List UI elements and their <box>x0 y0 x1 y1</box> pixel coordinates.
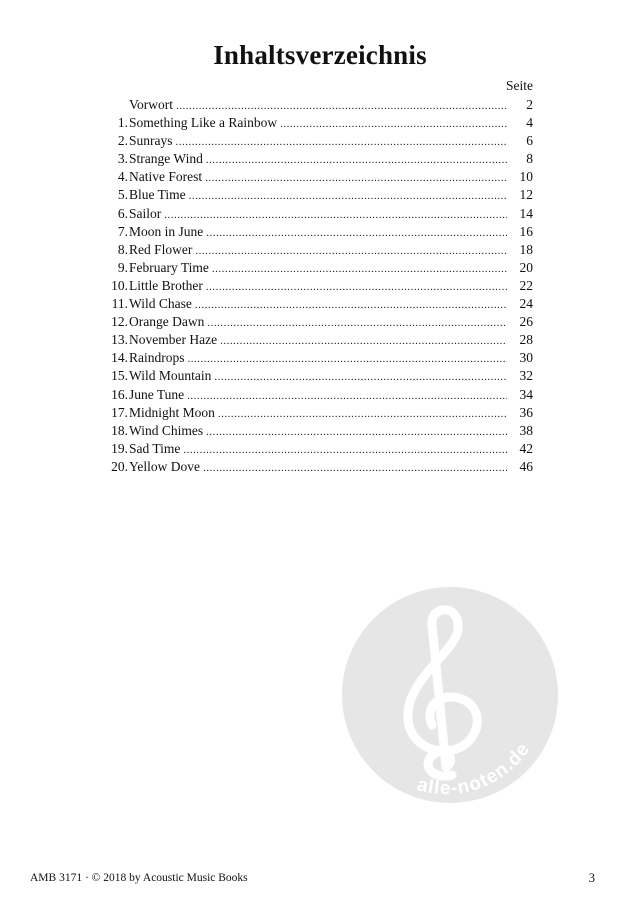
toc-entry <box>100 150 533 168</box>
toc-entry-number: 6. <box>117 205 128 221</box>
toc-entry-number: 7. <box>117 223 128 239</box>
toc-entry-number: 3. <box>117 151 128 167</box>
toc-entry-number: 8. <box>117 241 128 257</box>
toc-entry-page: 16 <box>519 223 533 239</box>
toc-entry-number: 5. <box>117 187 128 203</box>
toc-entry-title: June Tune <box>129 386 185 402</box>
toc-leader-dots <box>205 169 507 187</box>
toc-entry-number: 1. <box>117 115 128 131</box>
toc-leader-dots <box>195 242 507 260</box>
watermark-text: alle-noten.de <box>414 738 535 800</box>
toc-entry-title: February Time <box>129 259 209 275</box>
toc-leader-dots <box>206 278 507 296</box>
toc-leader-dots <box>280 115 507 133</box>
toc-entry-number: 19. <box>111 440 128 456</box>
toc-entry <box>100 422 533 440</box>
page-number: 3 <box>588 871 595 885</box>
toc-entry-page: 22 <box>519 277 533 293</box>
toc-entry-title: Something Like a Rainbow <box>129 115 278 131</box>
toc-entry-title: Sunrays <box>129 133 173 149</box>
toc-entry-page: 46 <box>519 458 533 474</box>
toc-entry-number: 9. <box>117 259 128 275</box>
toc-entry-page: 8 <box>526 151 533 167</box>
toc-entry-page: 42 <box>519 440 533 456</box>
toc-entry-title: Native Forest <box>129 169 203 185</box>
page-column-header: Seite <box>506 78 533 93</box>
toc-entry-number: 4. <box>117 169 128 185</box>
toc-entry-page: 36 <box>519 404 533 420</box>
toc-entry-title: Orange Dawn <box>129 314 205 330</box>
toc-leader-dots <box>212 260 507 278</box>
toc-entry-page: 34 <box>519 386 533 402</box>
toc-entry <box>100 367 533 385</box>
toc-entry-title: Little Brother <box>129 277 203 293</box>
toc-entry-page: 30 <box>519 350 533 366</box>
toc-entry <box>100 349 533 367</box>
toc-entry <box>100 404 533 422</box>
toc-entry-page: 10 <box>519 169 533 185</box>
toc-leader-dots <box>176 97 507 115</box>
watermark <box>340 585 560 805</box>
toc-entry <box>100 331 533 349</box>
toc-entry-title: Blue Time <box>129 187 186 203</box>
toc-entry-title: Sad Time <box>129 440 181 456</box>
toc-leader-dots <box>176 133 508 151</box>
toc-entry-page: 32 <box>519 368 533 384</box>
toc-entry-page: 28 <box>519 332 533 348</box>
toc-entry-title: Midnight Moon <box>129 404 215 420</box>
toc-entry-title: Moon in June <box>129 223 204 239</box>
toc-entry-page: 2 <box>526 97 533 112</box>
toc-entry <box>100 186 533 204</box>
toc-entry-title: Strange Wind <box>129 151 203 167</box>
footer-copyright: AMB 3171 · © 2018 by Acoustic Music Books <box>30 872 248 884</box>
toc-entry-page: 24 <box>519 296 533 312</box>
table-of-contents <box>100 96 533 476</box>
toc-entry-page: 18 <box>519 241 533 257</box>
toc-entry-page: 12 <box>519 187 533 203</box>
toc-leader-dots <box>164 206 507 224</box>
toc-entry <box>100 295 533 313</box>
toc-entry-page: 26 <box>519 314 533 330</box>
toc-entry-title: Raindrops <box>129 350 185 366</box>
toc-entry-title: Wild Mountain <box>129 368 212 384</box>
toc-entry <box>100 386 533 404</box>
toc-entry-title: Red Flower <box>129 241 193 257</box>
toc-entry-number: 20. <box>111 458 128 474</box>
toc-entry-page: 4 <box>526 115 533 131</box>
toc-entry-title: November Haze <box>129 332 218 348</box>
toc-entry-number: 11. <box>111 296 128 312</box>
toc-leader-dots <box>188 350 508 368</box>
toc-entry <box>100 96 533 114</box>
toc-entry <box>100 277 533 295</box>
toc-leader-dots <box>187 387 507 405</box>
toc-entry-title: Vorwort <box>129 97 174 112</box>
page-title: Inhaltsverzeichnis <box>213 40 427 70</box>
toc-entry-number: 16. <box>111 386 128 402</box>
toc-entry-title: Sailor <box>129 205 162 221</box>
toc-entry-page: 38 <box>519 422 533 438</box>
toc-entry-page: 20 <box>519 259 533 275</box>
toc-entry <box>100 458 533 476</box>
toc-entry <box>100 223 533 241</box>
toc-entry-title: Wild Chase <box>129 296 192 312</box>
toc-leader-dots <box>203 459 507 477</box>
toc-leader-dots <box>220 332 507 350</box>
toc-entry <box>100 440 533 458</box>
toc-entry-number: 14. <box>111 350 128 366</box>
toc-entry-number: 15. <box>111 368 128 384</box>
toc-leader-dots <box>218 405 507 423</box>
toc-entry <box>100 313 533 331</box>
toc-entry-number: 18. <box>111 422 128 438</box>
toc-entry-number: 2. <box>117 133 128 149</box>
toc-leader-dots <box>206 423 507 441</box>
toc-entry <box>100 205 533 223</box>
toc-entry <box>100 168 533 186</box>
toc-entry-page: 14 <box>519 205 533 221</box>
toc-leader-dots <box>207 314 507 332</box>
toc-entry-title: Wind Chimes <box>129 422 204 438</box>
toc-leader-dots <box>183 441 507 459</box>
toc-leader-dots <box>206 224 507 242</box>
toc-entry <box>100 259 533 277</box>
toc-entry-page: 6 <box>526 133 533 149</box>
toc-entry-number: 13. <box>111 332 128 348</box>
toc-entry-number: 12. <box>111 314 128 330</box>
toc-leader-dots <box>214 368 507 386</box>
toc-leader-dots <box>189 187 507 205</box>
toc-entry <box>100 132 533 150</box>
toc-entry-title: Yellow Dove <box>129 458 201 474</box>
toc-entry <box>100 114 533 132</box>
toc-entry-number: 17. <box>111 404 128 420</box>
toc-entry-number: 10. <box>111 277 128 293</box>
toc-entry <box>100 241 533 259</box>
toc-leader-dots <box>195 296 507 314</box>
toc-leader-dots <box>206 151 507 169</box>
